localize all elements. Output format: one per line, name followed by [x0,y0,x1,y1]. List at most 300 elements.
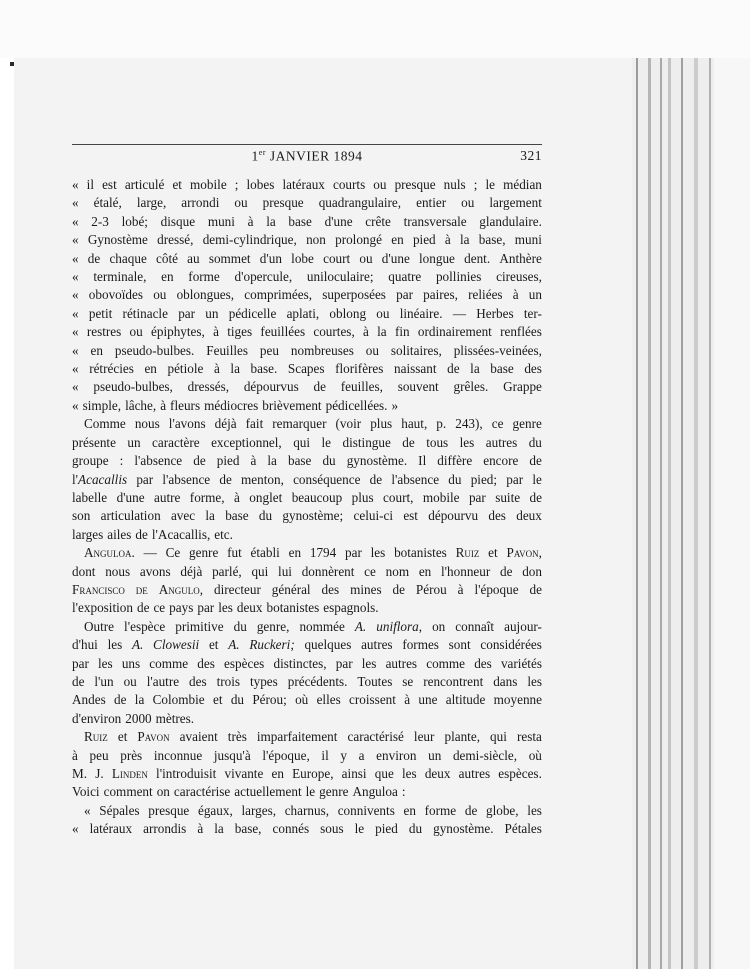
word: gynostème. [346,453,408,469]
word: du [448,471,462,487]
text-line [72,544,542,562]
word: inconnue [153,747,203,763]
word: disque [160,213,196,229]
word: d'hui [72,637,98,653]
word: : [119,453,124,469]
text-line [72,471,542,489]
word: globe, [485,802,519,818]
word: « [72,324,79,340]
word: très [227,729,247,745]
word: pied [412,232,436,248]
word: que [374,766,394,781]
word: en [391,232,404,248]
word: Anguloa. [84,545,135,561]
page-edge-line [648,58,651,969]
word: ordinairement [417,324,492,340]
word: « [84,802,91,818]
word: don [522,563,542,579]
word: de [529,489,542,505]
page-number: 321 [520,148,542,163]
word: en [90,342,103,358]
word: l'absence [391,471,440,487]
word: la [205,508,215,524]
text-line [72,673,542,691]
word: environ [376,747,417,763]
word: à [197,821,204,837]
word: mobile [190,177,227,192]
word: Pavon [137,729,170,745]
word: du [322,453,336,469]
word: ou [153,287,167,303]
word: 1794 [309,545,337,561]
word: par [72,655,89,671]
word: deux [236,600,263,616]
word: déjà [180,563,203,579]
word: larges [72,526,104,542]
word: considérées [480,637,542,653]
word: espèces [224,655,265,671]
word: par [468,489,486,505]
word: Andes [72,692,106,708]
word: nous [105,563,131,579]
word: « [72,269,79,285]
word: des [524,361,542,377]
word: nous [134,416,160,432]
word: Comme [84,416,126,432]
word: Ruiz [84,729,108,745]
word: côté [156,250,178,266]
word: de [529,581,542,597]
word: de [402,434,415,450]
word: courtes, [313,324,355,340]
word: l'Acacallis, [151,526,211,542]
word: dépourvus [243,379,299,395]
word: large, [136,195,167,211]
word: base, [234,821,262,837]
text-line [72,434,542,452]
word: au [187,250,200,266]
word: autres [485,434,518,450]
word: à [363,324,369,340]
word: sous [320,821,344,837]
word: Ruiz [455,545,480,561]
word: du [230,692,244,708]
word: exceptionnel, [211,434,282,450]
word: de [87,250,101,266]
word: « [72,379,79,395]
text-line [72,286,542,304]
word: les [401,766,417,781]
word: par [136,471,154,487]
word: l'époque, [262,747,310,763]
word: et [172,177,182,192]
text-line [72,599,542,617]
word: ; [473,177,478,192]
word: courts [332,177,366,192]
word: ce [153,600,166,616]
word: articulation [100,508,161,524]
word: Colombie [152,692,205,708]
word: à [72,747,78,763]
text-line [72,655,542,673]
running-title: 1er JANVIER 1894 [251,148,363,164]
word: l'avons [168,416,206,432]
word: deux [424,766,451,781]
word: beaucoup [291,489,343,505]
word: avaient [179,729,218,745]
text-line [72,765,542,783]
word: dressé, [157,232,194,248]
word: la [470,361,480,377]
word: à [234,489,240,505]
word: il [86,177,94,192]
word: jusqu'à [213,747,251,763]
word: de [72,673,85,689]
scan-background [0,0,750,58]
word: la [460,232,470,248]
word: l'autre [146,673,180,689]
word: « [72,342,79,358]
word: muni [207,213,235,229]
word: genre, [256,618,290,634]
word: base [490,361,514,377]
word: M. [72,766,88,781]
word: établi [250,545,280,561]
word: on [432,618,446,634]
word: pied; [470,471,498,487]
word: chaque [109,250,147,266]
word: — [452,305,467,321]
page-edge-line [694,58,698,969]
word: espèces. [498,766,542,781]
word: Outre [84,618,115,634]
word: fut [227,545,242,561]
word: rétrécies [89,361,134,377]
text-line [72,728,542,746]
word: connaît [455,618,495,634]
word: gynostème; [282,508,344,524]
word: elles [316,692,341,708]
word: peu [89,747,109,763]
text-line [72,194,542,212]
word: ce [491,416,504,432]
word: pédicelle [228,305,277,321]
word: comment [103,784,153,800]
word: Anguloa [352,784,398,800]
word: 2-3 [91,213,109,229]
word: types [249,673,278,689]
word: caractère [152,434,200,450]
word: son [72,508,91,524]
word: plante, [444,729,480,745]
word: diffère [437,453,473,469]
word: genre [512,416,542,432]
word: l'introduisit [156,766,217,781]
book-cover-edge [714,58,750,969]
word: uniflora, [376,618,423,634]
word: les [459,434,475,450]
word: les [107,637,123,653]
word: A. [354,618,367,634]
word: à [160,397,167,413]
word: variétés [500,655,542,671]
word: (voir [335,416,362,432]
word: à [444,232,451,248]
word: l'espèce [124,618,166,634]
word: obovoïdes [88,287,143,303]
word: arrondis [143,821,187,837]
word: fleurs [170,397,201,413]
page-edge-line [668,58,671,969]
text-line [72,342,542,360]
word: prolongé [335,232,382,248]
word: la [377,324,387,340]
word: nom [385,563,410,579]
text-line [72,710,542,728]
word: quadrangulaire, [318,195,402,211]
word: par [178,305,196,321]
word: latéraux [89,821,133,837]
word: le [305,784,316,800]
word: florifères [335,361,384,377]
word: ou [461,195,475,211]
word: les [527,673,542,689]
text-line [72,747,542,765]
word: largement [489,195,542,211]
word: Voici [72,784,100,800]
header-rule [72,144,542,145]
word: demi-siècle, [452,747,518,763]
word: la [134,692,145,708]
word: l'exposition [72,600,133,616]
word: l'absence [162,471,211,487]
word: présente [72,434,116,450]
word: aujour- [504,618,542,634]
word: non [306,232,326,248]
word: demi-cylindrique, [202,232,297,248]
word: Il [418,453,427,469]
word: distinctes, [273,655,327,671]
word: fait [245,416,264,432]
word: lobé; [121,213,148,229]
word: forme [424,802,457,818]
word: dont [72,563,96,579]
word: resta [516,729,542,745]
text-line [72,397,542,415]
word: ou [234,195,248,211]
word: Toutes [357,673,393,689]
word: d'environ [72,710,122,726]
word: charnus, [284,802,329,818]
word: les [361,655,377,671]
text-line [72,636,542,654]
word: on [156,784,170,800]
word: un [428,747,442,763]
word: en [418,563,432,579]
word: un [127,434,141,450]
word: les [98,655,113,671]
word: de [369,471,383,487]
word: des [189,673,207,689]
word: Pavon, [506,545,542,561]
word: dépourvu [428,508,479,524]
word: comprimées, [244,287,313,303]
word: est [102,177,117,192]
word: de [219,471,232,487]
word: directeur [214,581,261,597]
word: donnèrent [301,563,355,579]
word: et [117,729,128,745]
word: cireuses, [496,269,542,285]
word: Ce [165,545,181,561]
word: ou [129,324,143,340]
word: p. [436,416,447,432]
word: Grappe [503,379,542,395]
word: muni [514,232,542,248]
word: de [392,581,405,597]
word: épiphytes, [151,324,205,340]
word: avec [170,508,196,524]
page-edge-line [709,58,711,969]
word: arrondi [181,195,220,211]
word: presque [262,195,304,211]
word: se [402,673,414,689]
word: Clowesii [153,637,200,653]
word: ou [373,177,387,192]
word: actuellement [234,784,302,800]
word: linéaire. [399,305,443,321]
word: par [335,655,353,671]
word: 2000 [125,710,152,726]
word: Sépales [99,802,140,818]
word: est [403,508,418,524]
word: remarquer [272,416,327,432]
word: mines [350,581,382,597]
word: pied [375,821,398,837]
word: de [135,526,148,542]
word: Pérou; [252,692,287,708]
word: lui [278,563,292,579]
text-line [72,268,542,286]
word: terminale, [93,269,147,285]
word: haut, [401,416,428,432]
text-line [72,820,542,838]
word: superposées [322,287,386,303]
word: les [218,600,233,616]
word: lobes [246,177,275,192]
word: pied [216,453,240,469]
word: du [258,508,273,524]
word: pays [169,600,194,616]
word: « [72,821,79,837]
word: le [485,177,495,192]
running-head [70,148,544,166]
word: Feuilles [206,342,249,358]
word: parlé, [212,563,242,579]
word: en [403,802,416,818]
word: du [233,618,247,634]
body-text [72,176,542,839]
word: longue [419,250,455,266]
word: plus [370,416,393,432]
word: sommet [208,250,251,266]
word: du [408,821,423,837]
text-line [72,176,542,194]
word: « [72,195,79,211]
word: il [321,747,329,763]
word: espagnols. [323,600,379,616]
word: qui [251,563,269,579]
word: Pérou [415,581,447,597]
word: fin [394,324,410,340]
text-line [72,323,542,341]
word: ; [234,177,239,192]
word: aplati, [286,305,320,321]
word: celui-ci [353,508,394,524]
word: à [247,213,254,229]
word: quelques [304,637,352,653]
word: etc. [214,526,233,542]
word: d'opercule, [234,269,293,285]
word: ou [365,342,379,358]
word: plus [351,489,374,505]
word: uniloculaire; [306,269,374,285]
word: l'époque [474,581,519,597]
word: d'une [324,213,353,229]
word: menton, [241,471,284,487]
word: entier [416,195,447,211]
word: 243), [455,416,483,432]
word: pédicellées. [325,397,388,413]
word: « [72,397,79,413]
word: de [313,379,326,395]
word: à [213,361,220,377]
word: vivante [224,766,264,781]
word: en [161,269,174,285]
word: court [323,250,351,266]
word: paires, [423,287,458,303]
word: où [295,692,309,708]
word: presque [148,802,190,818]
word: grêles. [453,379,489,395]
word: l'absence [134,453,183,469]
word: y [340,747,347,763]
word: latéraux [282,177,325,192]
text-line [72,581,542,599]
word: larges, [241,802,276,818]
word: glandulaire. [479,213,542,229]
word: qui [293,434,311,450]
word: la [214,821,224,837]
word: « [72,305,79,321]
word: ou [376,305,390,321]
word: autre [154,489,181,505]
word: avons [139,563,171,579]
word: labelle [72,489,108,505]
word: rétinacle [122,305,168,321]
word: caractérisé [347,729,404,745]
word: botanistes [394,545,447,561]
word: ainsi [341,766,367,781]
text-line [72,360,542,378]
word: par [396,287,413,303]
word: Angulo, [158,581,204,597]
word: autres [361,637,393,653]
word: leur [413,729,435,745]
word: Pétales [504,821,542,837]
word: Scapes [287,361,325,377]
word: distingue [342,434,391,450]
